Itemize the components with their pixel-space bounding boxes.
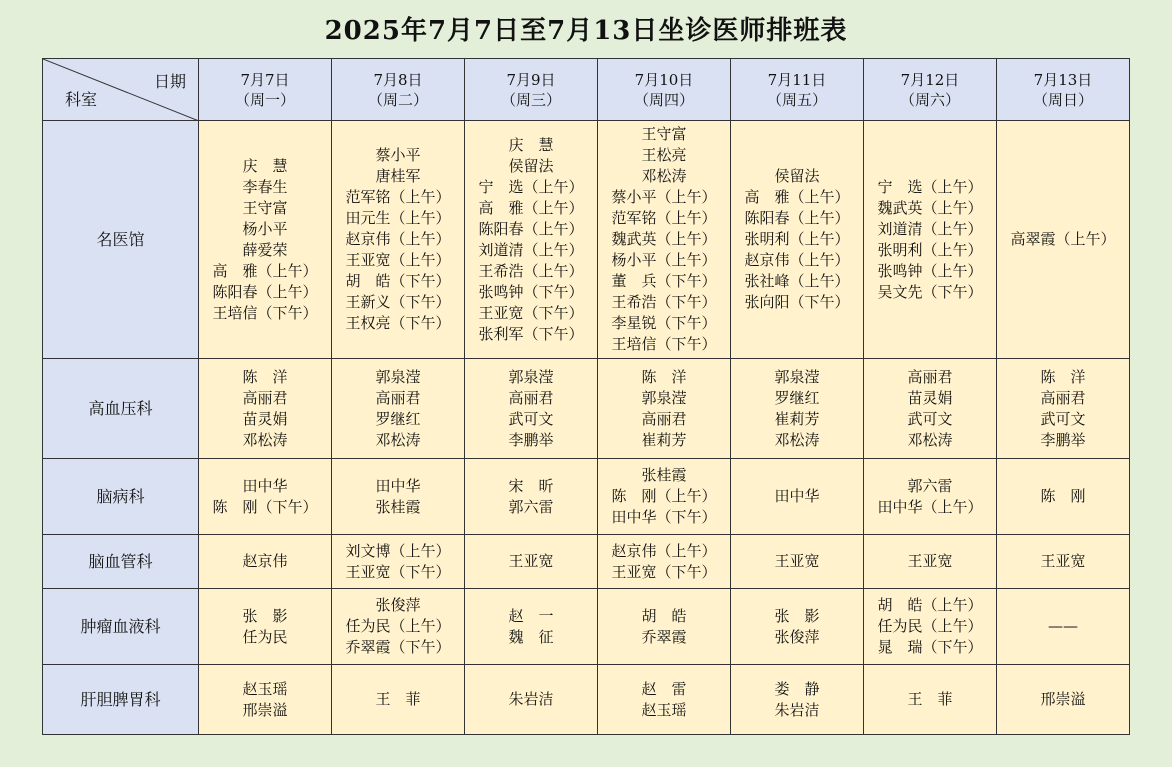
day-header	[864, 59, 997, 121]
doctor-entry: 王亚宽	[508, 552, 554, 570]
doctor-entry: 李春生	[242, 177, 288, 196]
doctor-entry: 邓松涛	[375, 430, 421, 449]
doctor-list	[611, 465, 716, 528]
schedule-cell	[731, 121, 864, 359]
doctor-entry: 蔡小平（上午）	[611, 188, 717, 206]
schedule-cell	[598, 359, 731, 459]
day-weekday: （周四）	[633, 90, 694, 109]
doctor-entry: 赵 一	[508, 606, 554, 625]
doctor-list	[242, 551, 287, 572]
doctor-entry: 王亚宽	[774, 552, 820, 570]
doctor-entry: 邓松涛	[774, 430, 820, 449]
doctor-list	[242, 606, 287, 648]
doctor-entry: 高翠霞（上午）	[1010, 230, 1116, 248]
doctor-entry: 高丽君	[641, 409, 687, 428]
doctor-entry: 陈 洋	[1040, 367, 1086, 386]
schedule-cell	[997, 589, 1130, 665]
day-date: 7月9日	[506, 70, 556, 89]
doctor-list	[508, 551, 553, 572]
schedule-cell	[465, 589, 598, 665]
schedule-cell	[731, 589, 864, 665]
doctor-list	[212, 156, 317, 324]
schedule-cell	[731, 359, 864, 459]
doctor-list	[907, 551, 952, 572]
doctor-list	[774, 551, 819, 572]
doctor-entry: 苗灵娟	[907, 388, 953, 407]
schedule-cell	[199, 665, 332, 735]
doctor-entry: 任为民	[242, 627, 288, 646]
doctor-entry: 张桂霞	[641, 466, 687, 484]
doctor-entry: 杨小平	[242, 219, 288, 238]
doctor-list	[345, 541, 450, 583]
day-weekday: （周三）	[500, 90, 561, 109]
doctor-entry: 魏武英（上午）	[611, 230, 717, 248]
dept-row	[43, 121, 1130, 359]
doctor-entry: 侯留法	[508, 156, 554, 175]
doctor-list	[774, 679, 819, 721]
corner-date-label: 日期	[153, 72, 186, 91]
schedule-cell	[598, 121, 731, 359]
day-date: 7月13日	[1033, 70, 1093, 89]
doctor-entry: 赵京伟（上午）	[345, 230, 451, 248]
doctor-list	[907, 367, 952, 451]
doctor-entry: 庆 慧	[242, 156, 288, 175]
doctor-entry: 崔莉芳	[641, 430, 687, 449]
schedule-cell	[598, 665, 731, 735]
doctor-entry: 苗灵娟	[242, 409, 288, 428]
schedule-cell	[598, 459, 731, 535]
day-date: 7月7日	[240, 70, 290, 89]
schedule-cell	[997, 665, 1130, 735]
doctor-entry: 张明利（上午）	[877, 240, 983, 259]
doctor-list	[345, 595, 450, 658]
doctor-entry: 吴文先（下午）	[877, 282, 983, 301]
doctor-entry: 陈阳春（上午）	[744, 209, 850, 227]
doctor-entry: 陈 刚	[1040, 487, 1086, 505]
schedule-cell	[997, 535, 1130, 589]
doctor-entry: 乔翠霞（下午）	[345, 638, 451, 656]
day-header	[465, 59, 598, 121]
doctor-entry: 武可文	[508, 409, 554, 428]
doctor-entry: 陈 洋	[242, 367, 288, 386]
doctor-entry: 郭六雷	[508, 497, 554, 516]
doctor-entry: 李鹏举	[508, 430, 554, 449]
doctor-entry: 胡 皓（下午）	[345, 272, 451, 290]
doctor-entry: 郭六雷	[907, 476, 953, 495]
corner-dept-label: 科室	[65, 90, 98, 109]
dept-name: 脑血管科	[43, 535, 199, 589]
doctor-list	[1010, 229, 1115, 250]
doctor-entry: 田中华	[774, 487, 820, 505]
doctor-list	[774, 367, 819, 451]
doctor-entry: 邓松涛	[907, 430, 953, 449]
schedule-cell	[332, 359, 465, 459]
doctor-list	[508, 367, 553, 451]
day-date: 7月8日	[373, 70, 423, 89]
schedule-cell	[997, 459, 1130, 535]
doctor-entry: 王亚宽（下午）	[345, 562, 451, 581]
dept-name: 高血压科	[43, 359, 199, 459]
doctor-entry: 张鸣钟（上午）	[877, 261, 983, 280]
doctor-entry: 武可文	[907, 409, 953, 428]
doctor-entry: 武可文	[1040, 409, 1086, 428]
doctor-entry: 张鸣钟（下午）	[478, 282, 584, 301]
schedule-cell	[864, 665, 997, 735]
doctor-list	[1040, 367, 1085, 451]
doctor-entry: 王希浩（下午）	[611, 293, 717, 311]
doctor-entry: 张社峰（上午）	[744, 272, 850, 290]
doctor-entry: 高丽君	[375, 388, 421, 407]
day-header	[997, 59, 1130, 121]
doctor-entry: 唐桂军	[375, 167, 421, 185]
dept-row	[43, 589, 1130, 665]
dept-name: 名医馆	[43, 121, 199, 359]
doctor-entry: 高丽君	[907, 367, 953, 386]
doctor-entry: 崔莉芳	[774, 409, 820, 428]
schedule-cell	[199, 121, 332, 359]
doctor-entry: 王松亮	[641, 146, 687, 164]
doctor-list	[508, 606, 553, 648]
doctor-entry: 魏 征	[508, 627, 554, 646]
schedule-cell	[332, 589, 465, 665]
doctor-entry: 王亚宽（下午）	[611, 562, 717, 581]
schedule-cell	[199, 359, 332, 459]
doctor-entry: 魏武英（上午）	[877, 198, 983, 217]
schedule-cell	[465, 535, 598, 589]
schedule-cell	[199, 589, 332, 665]
doctor-list	[508, 689, 553, 710]
doctor-entry: 王亚宽	[1040, 552, 1086, 570]
doctor-entry: 王培信（下午）	[212, 303, 318, 322]
doctor-list	[641, 679, 686, 721]
doctor-list	[774, 606, 819, 648]
doctor-entry: 张桂霞	[375, 497, 421, 516]
doctor-list	[744, 166, 849, 313]
doctor-entry: 朱岩洁	[508, 690, 554, 708]
corner-header	[43, 59, 199, 121]
day-date: 7月12日	[900, 70, 960, 89]
dept-row	[43, 665, 1130, 735]
schedule-cell	[465, 359, 598, 459]
doctor-list	[508, 476, 553, 518]
doctor-entry: 宋 昕	[508, 476, 554, 495]
doctor-entry: 高丽君	[242, 388, 288, 407]
doctor-list	[774, 486, 819, 507]
doctor-list	[212, 476, 317, 518]
doctor-entry: 王权亮（下午）	[345, 314, 451, 332]
schedule-cell	[199, 459, 332, 535]
doctor-list	[641, 606, 686, 648]
doctor-entry: 王 菲	[375, 690, 421, 708]
doctor-entry: 张 影	[774, 606, 820, 625]
schedule-cell	[465, 665, 598, 735]
doctor-entry: 王亚宽（上午）	[345, 251, 451, 269]
schedule-cell	[997, 359, 1130, 459]
schedule-cell	[731, 459, 864, 535]
doctor-entry: 赵玉瑶	[242, 679, 288, 698]
schedule-cell	[199, 535, 332, 589]
schedule-cell	[598, 535, 731, 589]
schedule-cell	[332, 121, 465, 359]
doctor-list	[907, 689, 952, 710]
doctor-entry: 董 兵（下午）	[611, 272, 717, 290]
doctor-entry: 高 雅（上午）	[478, 198, 584, 217]
doctor-entry: 陈 刚（下午）	[212, 497, 318, 516]
doctor-entry: 赵京伟	[242, 552, 288, 570]
doctor-entry: 刘道清（上午）	[478, 240, 584, 259]
doctor-entry: 郭泉滢	[375, 367, 421, 386]
doctor-entry: 李星锐（下午）	[611, 314, 717, 332]
doctor-entry: 王培信（下午）	[611, 335, 717, 353]
dept-row	[43, 535, 1130, 589]
schedule-cell	[598, 589, 731, 665]
doctor-entry: 乔翠霞	[641, 627, 687, 646]
doctor-entry: 晁 瑞（下午）	[877, 638, 983, 656]
doctor-entry: 邢崇溢	[1040, 690, 1086, 708]
doctor-entry: 高丽君	[1040, 388, 1086, 407]
day-weekday: （周六）	[899, 90, 960, 109]
doctor-list	[1040, 689, 1085, 710]
doctor-entry: 邓松涛	[641, 167, 687, 185]
doctor-entry: 杨小平（上午）	[611, 251, 717, 269]
doctor-entry: 赵玉瑶	[641, 700, 687, 719]
doctor-entry: 郭泉滢	[508, 367, 554, 386]
dept-name: 肝胆脾胃科	[43, 665, 199, 735]
header-row	[43, 59, 1130, 121]
doctor-entry: 张明利（上午）	[744, 230, 850, 248]
doctor-entry: 范军铭（上午）	[611, 209, 717, 227]
doctor-entry: 陈阳春（上午）	[478, 219, 584, 238]
doctor-entry: 罗继红	[774, 388, 820, 407]
doctor-entry: 邢崇溢	[242, 700, 288, 719]
schedule-cell	[731, 665, 864, 735]
day-weekday: （周一）	[234, 90, 295, 109]
doctor-entry: 胡 皓	[641, 606, 687, 625]
doctor-entry: 田中华	[242, 476, 288, 495]
doctor-entry: 任为民（上午）	[877, 617, 983, 635]
doctor-entry: 张俊萍	[375, 596, 421, 614]
day-date: 7月11日	[767, 70, 827, 89]
doctor-entry: 罗继红	[375, 409, 421, 428]
doctor-list	[1040, 486, 1085, 507]
doctor-entry: 高 雅（上午）	[744, 188, 850, 206]
doctor-entry: 王守富	[242, 198, 288, 217]
schedule-cell	[731, 535, 864, 589]
doctor-list	[375, 689, 420, 710]
doctor-entry: 宁 选（上午）	[478, 177, 584, 196]
schedule-cell	[864, 589, 997, 665]
schedule-table	[42, 58, 1130, 735]
day-weekday: （周五）	[766, 90, 827, 109]
schedule-cell	[997, 121, 1130, 359]
doctor-list	[375, 367, 420, 451]
doctor-list	[1040, 551, 1085, 572]
doctor-list	[877, 177, 982, 303]
schedule-cell	[864, 121, 997, 359]
doctor-entry: 田元生（上午）	[345, 209, 451, 227]
doctor-entry: 陈 刚（上午）	[611, 487, 717, 505]
doctor-list	[641, 367, 686, 451]
schedule-cell	[332, 535, 465, 589]
doctor-entry: 王新义（下午）	[345, 293, 451, 311]
day-header	[332, 59, 465, 121]
doctor-list	[877, 476, 982, 518]
doctor-entry: 陈 洋	[641, 367, 687, 386]
doctor-entry: 王希浩（上午）	[478, 261, 584, 280]
schedule-cell	[465, 121, 598, 359]
doctor-list	[242, 679, 287, 721]
doctor-entry: 刘道清（上午）	[877, 219, 983, 238]
doctor-entry: 郭泉滢	[641, 388, 687, 407]
doctor-entry: ——	[1048, 617, 1078, 635]
doctor-entry: 蔡小平	[375, 146, 421, 164]
doctor-entry: 李鹏举	[1040, 430, 1086, 449]
doctor-list	[345, 145, 450, 334]
doctor-list	[242, 367, 287, 451]
doctor-entry: 侯留法	[774, 167, 820, 185]
doctor-list	[611, 124, 716, 355]
doctor-entry: 田中华	[375, 476, 421, 495]
doctor-entry: 朱岩洁	[774, 700, 820, 719]
doctor-list	[375, 476, 420, 518]
schedule-cell	[332, 665, 465, 735]
day-date: 7月10日	[634, 70, 694, 89]
doctor-entry: 宁 选（上午）	[877, 177, 983, 196]
schedule-cell	[864, 459, 997, 535]
day-header	[731, 59, 864, 121]
doctor-entry: 张利军（下午）	[478, 324, 584, 343]
doctor-entry: 庆 慧	[508, 135, 554, 154]
doctor-entry: 田中华（下午）	[611, 508, 717, 526]
schedule-cell	[332, 459, 465, 535]
doctor-entry: 王亚宽（下午）	[478, 303, 584, 322]
doctor-entry: 郭泉滢	[774, 367, 820, 386]
doctor-entry: 邓松涛	[242, 430, 288, 449]
dept-name: 脑病科	[43, 459, 199, 535]
day-header	[598, 59, 731, 121]
day-weekday: （周日）	[1032, 90, 1093, 109]
schedule-cell	[864, 359, 997, 459]
doctor-list	[877, 595, 982, 658]
doctor-entry: 任为民（上午）	[345, 617, 451, 635]
doctor-entry: 高 雅（上午）	[212, 261, 318, 280]
dept-row	[43, 459, 1130, 535]
schedule-cell	[864, 535, 997, 589]
doctor-entry: 赵 雷	[641, 679, 687, 698]
dept-name: 肿瘤血液科	[43, 589, 199, 665]
doctor-entry: 薛爱荣	[242, 240, 288, 259]
doctor-entry: 赵京伟（上午）	[611, 541, 717, 560]
doctor-entry: 张向阳（下午）	[744, 293, 850, 311]
doctor-entry: 王 菲	[907, 690, 953, 708]
doctor-entry: 赵京伟（上午）	[744, 251, 850, 269]
doctor-list	[1048, 616, 1078, 637]
page-title: 2025年7月7日至7月13日坐诊医师排班表	[324, 16, 848, 46]
doctor-entry: 田中华（上午）	[877, 497, 983, 516]
doctor-list	[478, 135, 583, 345]
doctor-list	[611, 541, 716, 583]
doctor-entry: 陈阳春（上午）	[212, 282, 318, 301]
schedule-cell	[465, 459, 598, 535]
doctor-entry: 胡 皓（上午）	[877, 596, 983, 614]
dept-row	[43, 359, 1130, 459]
doctor-entry: 高丽君	[508, 388, 554, 407]
day-weekday: （周二）	[367, 90, 428, 109]
doctor-entry: 刘文博（上午）	[345, 541, 451, 560]
day-header	[199, 59, 332, 121]
doctor-entry: 王亚宽	[907, 552, 953, 570]
schedule-body	[43, 121, 1130, 735]
doctor-entry: 王守富	[641, 125, 687, 143]
doctor-entry: 娄 静	[774, 679, 820, 698]
doctor-entry: 张 影	[242, 606, 288, 625]
doctor-entry: 张俊萍	[774, 627, 820, 646]
doctor-entry: 范军铭（上午）	[345, 188, 451, 206]
